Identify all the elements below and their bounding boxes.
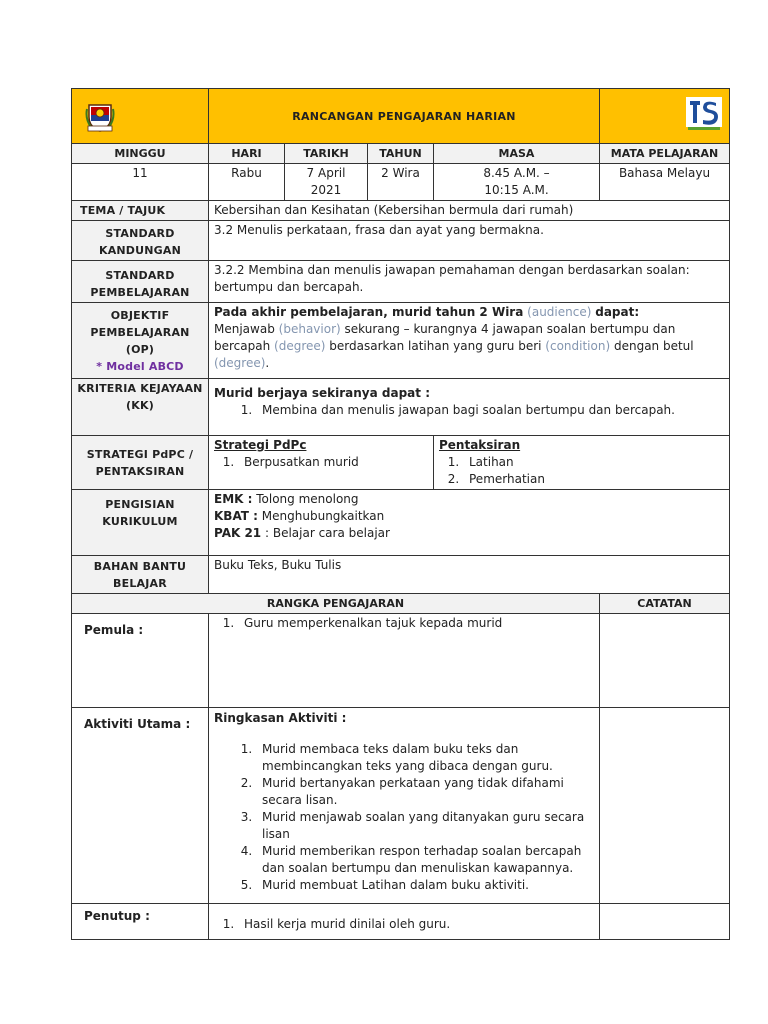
list-item: 3. Murid menjawab soalan yang ditanyakan guru secara lisan <box>256 809 594 843</box>
rangka-heading: RANGKA PENGAJARAN <box>72 594 600 614</box>
masa-value: 8.45 A.M. – 10:15 A.M. <box>434 164 600 201</box>
model-abcd-label: * Model ABCD <box>96 359 184 373</box>
standard-pembelajaran-value: 3.2.2 Membina dan menulis jawapan pemahaman dengan berdasarkan soalan: bertumpu dan bercapah. <box>209 261 730 303</box>
list-item: 1. Hasil kerja murid dinilai oleh guru. <box>238 916 594 933</box>
pemula-catatan <box>600 614 730 708</box>
list-item: 5. Murid membuat Latihan dalam buku aktiviti. <box>256 877 594 894</box>
list-item: 2. Murid bertanyakan perkataan yang tidak difahami secara lisan. <box>256 775 594 809</box>
kriteria-row <box>72 379 730 436</box>
list-item: 1. Membina dan menulis jawapan bagi soalan bertumpu dan bercapah. <box>256 402 724 419</box>
aktiviti-value <box>209 708 600 904</box>
penutup-value <box>209 904 600 940</box>
column-header-row <box>72 144 730 164</box>
kriteria-intro: Murid berjaya sekiranya dapat : <box>214 386 430 400</box>
list-item: 1. Guru memperkenalkan tajuk kepada murid <box>238 615 594 632</box>
minggu-header: MINGGU <box>72 144 209 164</box>
penutup-catatan <box>600 904 730 940</box>
kbat-value: Menghubungkaitkan <box>261 509 385 523</box>
list-item: 1. Murid membaca teks dalam buku teks dan membincangkan teks yang dibaca dengan guru. <box>256 741 594 775</box>
list-item: 2. Pemerhatian <box>463 471 724 488</box>
aktiviti-list <box>214 741 594 894</box>
tahun-value: 2 Wira <box>368 164 434 201</box>
aktiviti-heading: Ringkasan Aktiviti : <box>214 711 347 725</box>
objektif-part1: Menjawab <box>214 322 275 336</box>
penutup-row <box>72 904 730 940</box>
hari-value: Rabu <box>209 164 285 201</box>
school-crest-icon <box>85 99 115 133</box>
objektif-part5: . <box>265 356 270 370</box>
standard-pembelajaran-label: STANDARD PEMBELAJARAN <box>72 261 209 303</box>
agency-logo-icon <box>684 95 724 133</box>
pentaksiran-heading: Pentaksiran <box>439 438 521 452</box>
kriteria-list <box>214 402 724 419</box>
list-item: 4. Murid memberikan respon terhadap soalan bercapah dan soalan bertumpu dan menuliskan kawapannya. <box>256 843 594 877</box>
kriteria-value <box>209 379 730 436</box>
objektif-label: OBJEKTIF PEMBELAJARAN (OP) <box>90 308 190 356</box>
penutup-label: Penutup : <box>72 904 209 940</box>
strategi-row <box>72 436 730 490</box>
pak-label: PAK 21 <box>214 526 262 540</box>
penutup-list <box>214 916 594 933</box>
degree-tag-2: (degree) <box>214 356 266 370</box>
pengisian-value <box>209 490 730 556</box>
kbat-label: KBAT : <box>214 509 258 523</box>
hari-header: HARI <box>209 144 285 164</box>
list-item: 1. Berpusatkan murid <box>238 454 428 471</box>
objektif-value <box>209 303 730 379</box>
school-crest-cell <box>72 89 209 144</box>
behavior-tag: (behavior) <box>278 322 341 336</box>
agency-logo-cell <box>600 89 730 144</box>
pemula-value <box>209 614 600 708</box>
tarikh-header: TARIKH <box>285 144 368 164</box>
header-row <box>72 89 730 144</box>
catatan-heading: CATATAN <box>600 594 730 614</box>
tema-value: Kebersihan dan Kesihatan (Kebersihan bermula dari rumah) <box>209 201 730 221</box>
bahan-row <box>72 556 730 594</box>
pengisian-row <box>72 490 730 556</box>
standard-pembelajaran-row <box>72 261 730 303</box>
standard-kandungan-value: 3.2 Menulis perkataan, frasa dan ayat yang bermakna. <box>209 221 730 261</box>
objektif-intro: Pada akhir pembelajaran, murid tahun 2 Wira <box>214 305 524 319</box>
pemula-label: Pemula : <box>72 614 209 708</box>
emk-label: EMK : <box>214 492 253 506</box>
masa-header: MASA <box>434 144 600 164</box>
kriteria-label: KRITERIA KEJAYAAN (KK) <box>72 379 209 436</box>
minggu-value: 11 <box>72 164 209 201</box>
bahan-value: Buku Teks, Buku Tulis <box>209 556 730 594</box>
condition-tag: (condition) <box>545 339 611 353</box>
rangka-header-row <box>72 594 730 614</box>
emk-value: Tolong menolong <box>256 492 359 506</box>
objektif-part2: sekurang – kurangnya 4 jawapan soalan bertumpu dan bercapah <box>214 322 676 353</box>
pemula-list <box>214 615 594 632</box>
strategi-label: STRATEGI PdPC / PENTAKSIRAN <box>72 436 209 490</box>
aktiviti-row <box>72 708 730 904</box>
tahun-header: TAHUN <box>368 144 434 164</box>
aktiviti-label: Aktiviti Utama : <box>72 708 209 904</box>
standard-kandungan-row <box>72 221 730 261</box>
standard-kandungan-label: STANDARD KANDUNGAN <box>72 221 209 261</box>
objektif-part3: berdasarkan latihan yang guru beri <box>329 339 542 353</box>
strategi-pdpc-list <box>214 454 428 471</box>
pentaksiran-cell <box>434 436 730 490</box>
tema-label: TEMA / TAJUK <box>72 201 209 221</box>
aktiviti-catatan <box>600 708 730 904</box>
pengisian-label: PENGISIAN KURIKULUM <box>72 490 209 556</box>
tarikh-value: 7 April 2021 <box>285 164 368 201</box>
pemula-row <box>72 614 730 708</box>
dapat-text: dapat: <box>595 305 640 319</box>
list-item: 1. Latihan <box>463 454 724 471</box>
objektif-label-cell <box>72 303 209 379</box>
pak-value: : Belajar cara belajar <box>264 526 390 540</box>
mata-pelajaran-header: MATA PELAJARAN <box>600 144 730 164</box>
audience-tag: (audience) <box>527 305 592 319</box>
rph-table <box>71 88 730 940</box>
pentaksiran-list <box>439 454 724 488</box>
degree-tag-1: (degree) <box>274 339 326 353</box>
strategi-pdpc-heading: Strategi PdPc <box>214 438 307 452</box>
tema-row <box>72 201 730 221</box>
mata-pelajaran-value: Bahasa Melayu <box>600 164 730 201</box>
objektif-part4: dengan betul <box>613 339 694 353</box>
page-title: RANCANGAN PENGAJARAN HARIAN <box>209 89 600 144</box>
column-value-row <box>72 164 730 201</box>
bahan-label: BAHAN BANTU BELAJAR <box>72 556 209 594</box>
strategi-pdpc-cell <box>209 436 434 490</box>
objektif-row <box>72 303 730 379</box>
